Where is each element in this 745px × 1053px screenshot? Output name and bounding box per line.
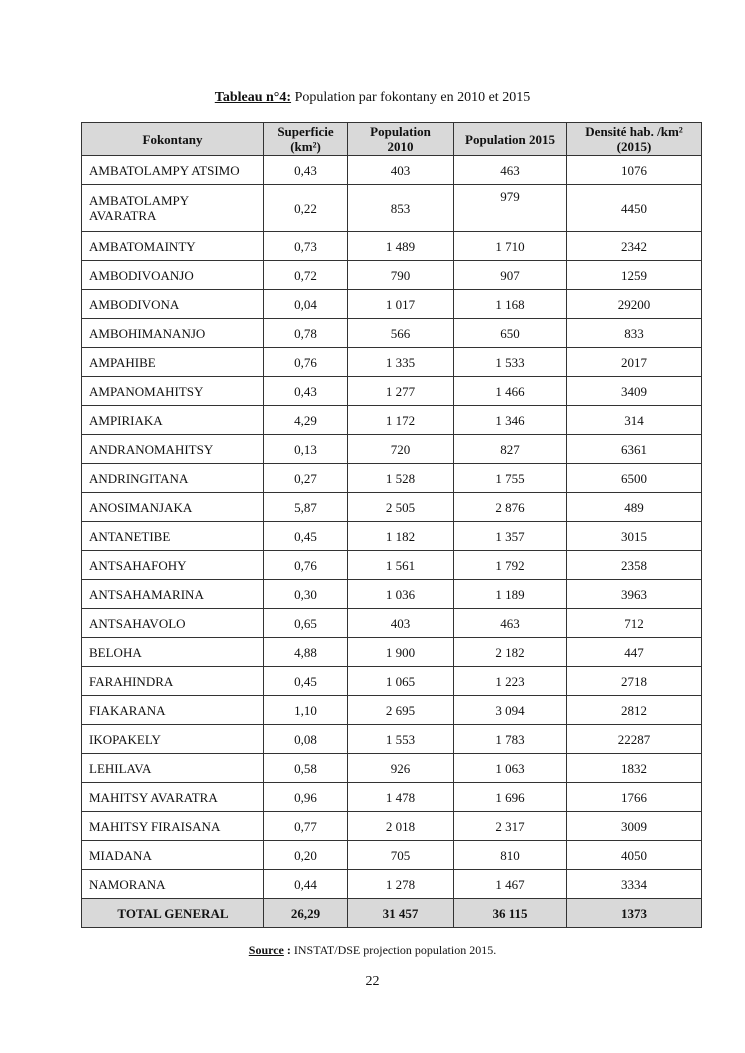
table-row [82,580,702,609]
cell-superficie: 0,78 [264,319,348,348]
population-table [81,122,702,928]
cell-population-2015: 1 223 [454,667,567,696]
table-row [82,290,702,319]
cell-densite: 1076 [567,156,702,185]
cell-population-2015: 907 [454,261,567,290]
cell-population-2015: 1 792 [454,551,567,580]
cell-densite: 489 [567,493,702,522]
table-row [82,156,702,185]
cell-population-2010: 1 065 [348,667,454,696]
cell-superficie: 0,45 [264,522,348,551]
cell-fokontany: ANOSIMANJAKA [82,493,264,522]
table-row [82,870,702,899]
cell-population-2015: 810 [454,841,567,870]
cell-fokontany: ANTSAHAMARINA [82,580,264,609]
cell-densite: 3963 [567,580,702,609]
cell-fokontany: LEHILAVA [82,754,264,783]
cell-densite: 2718 [567,667,702,696]
cell-population-2015: 1 710 [454,232,567,261]
cell-fokontany: AMPANOMAHITSY [82,377,264,406]
table-row [82,185,702,232]
table-row [82,667,702,696]
cell-fokontany: ANTSAHAFOHY [82,551,264,580]
cell-fokontany: AMPIRIAKA [82,406,264,435]
cell-superficie: 0,72 [264,261,348,290]
cell-superficie: 0,43 [264,156,348,185]
source-note [0,943,745,958]
header-densite: Densité hab. /km² (2015) [567,123,702,156]
cell-densite: 6361 [567,435,702,464]
cell-superficie: 0,76 [264,348,348,377]
cell-fokontany: FIAKARANA [82,696,264,725]
cell-population-2010: 705 [348,841,454,870]
header-fokontany: Fokontany [82,123,264,156]
total-population-2015: 36 115 [454,899,567,928]
table-row [82,725,702,754]
cell-superficie: 4,88 [264,638,348,667]
total-population-2010: 31 457 [348,899,454,928]
caption-text: Population par fokontany en 2010 et 2015 [294,90,531,105]
cell-population-2010: 2 695 [348,696,454,725]
cell-fokontany: AMBODIVOANJO [82,261,264,290]
cell-population-2010: 2 018 [348,812,454,841]
cell-superficie: 0,43 [264,377,348,406]
table-row [82,261,702,290]
cell-fokontany: ANDRANOMAHITSY [82,435,264,464]
header-population-2010: Population 2010 [348,123,454,156]
cell-fokontany: MAHITSY AVARATRA [82,783,264,812]
cell-population-2015: 2 876 [454,493,567,522]
cell-fokontany: ANDRINGITANA [82,464,264,493]
source-colon: : [286,943,291,957]
cell-population-2010: 926 [348,754,454,783]
cell-population-2015: 463 [454,609,567,638]
cell-population-2010: 853 [348,185,454,232]
table-row [82,522,702,551]
cell-densite: 3009 [567,812,702,841]
cell-densite: 2358 [567,551,702,580]
table-row [82,435,702,464]
table-row [82,841,702,870]
cell-fokontany: AMPAHIBE [82,348,264,377]
cell-densite: 22287 [567,725,702,754]
cell-population-2015: 1 346 [454,406,567,435]
cell-superficie: 0,22 [264,185,348,232]
cell-population-2010: 1 277 [348,377,454,406]
cell-superficie: 0,27 [264,464,348,493]
cell-densite: 4450 [567,185,702,232]
cell-superficie: 0,20 [264,841,348,870]
cell-population-2015: 1 467 [454,870,567,899]
cell-densite: 1832 [567,754,702,783]
table-row [82,783,702,812]
table-header-row [82,123,702,156]
cell-fokontany: AMBATOLAMPY ATSIMO [82,156,264,185]
cell-densite: 4050 [567,841,702,870]
cell-superficie: 0,44 [264,870,348,899]
cell-densite: 712 [567,609,702,638]
cell-fokontany: MAHITSY FIRAISANA [82,812,264,841]
cell-fokontany: FARAHINDRA [82,667,264,696]
cell-densite: 29200 [567,290,702,319]
cell-densite: 2812 [567,696,702,725]
cell-densite: 6500 [567,464,702,493]
cell-population-2010: 403 [348,156,454,185]
table-row [82,609,702,638]
total-densite: 1373 [567,899,702,928]
cell-densite: 3334 [567,870,702,899]
cell-population-2015: 827 [454,435,567,464]
cell-population-2010: 566 [348,319,454,348]
cell-superficie: 0,45 [264,667,348,696]
total-label: TOTAL GENERAL [82,899,264,928]
cell-superficie: 1,10 [264,696,348,725]
cell-densite: 1766 [567,783,702,812]
source-text: INSTAT/DSE projection population 2015. [293,943,497,957]
table-row [82,232,702,261]
table-row [82,319,702,348]
cell-densite: 833 [567,319,702,348]
cell-densite: 2342 [567,232,702,261]
cell-densite: 3015 [567,522,702,551]
cell-population-2015: 1 755 [454,464,567,493]
table-row [82,348,702,377]
table-row [82,754,702,783]
cell-population-2015: 1 466 [454,377,567,406]
cell-population-2010: 720 [348,435,454,464]
cell-fokontany: ANTSAHAVOLO [82,609,264,638]
cell-population-2015: 1 696 [454,783,567,812]
cell-population-2010: 1 553 [348,725,454,754]
cell-superficie: 0,58 [264,754,348,783]
cell-fokontany: MIADANA [82,841,264,870]
cell-superficie: 0,73 [264,232,348,261]
cell-population-2015: 463 [454,156,567,185]
cell-fokontany: AMBODIVONA [82,290,264,319]
cell-population-2015: 3 094 [454,696,567,725]
cell-population-2015: 2 182 [454,638,567,667]
cell-population-2010: 1 335 [348,348,454,377]
cell-population-2015: 1 357 [454,522,567,551]
cell-superficie: 0,04 [264,290,348,319]
page-number: 22 [365,974,380,989]
table-row [82,377,702,406]
cell-fokontany: BELOHA [82,638,264,667]
cell-fokontany: AMBATOMAINTY [82,232,264,261]
total-superficie: 26,29 [264,899,348,928]
cell-fokontany: AMBOHIMANANJO [82,319,264,348]
cell-densite: 314 [567,406,702,435]
cell-superficie: 0,08 [264,725,348,754]
cell-superficie: 4,29 [264,406,348,435]
cell-population-2010: 403 [348,609,454,638]
cell-superficie: 0,65 [264,609,348,638]
cell-population-2015: 1 533 [454,348,567,377]
cell-fokontany: AMBATOLAMPY AVARATRA [82,185,264,232]
table-row [82,464,702,493]
cell-population-2010: 790 [348,261,454,290]
cell-population-2010: 1 278 [348,870,454,899]
table-row [82,551,702,580]
cell-densite: 1259 [567,261,702,290]
cell-population-2010: 1 182 [348,522,454,551]
cell-population-2010: 1 478 [348,783,454,812]
table-row [82,406,702,435]
cell-population-2010: 1 489 [348,232,454,261]
table-row [82,493,702,522]
table-row [82,638,702,667]
table-row [82,696,702,725]
cell-population-2010: 1 900 [348,638,454,667]
cell-population-2010: 1 561 [348,551,454,580]
cell-population-2010: 1 528 [348,464,454,493]
cell-population-2015: 979 [454,185,567,232]
header-population-2015: Population 2015 [454,123,567,156]
source-label: Source [248,943,284,957]
cell-superficie: 0,77 [264,812,348,841]
cell-fokontany: ANTANETIBE [82,522,264,551]
cell-fokontany: NAMORANA [82,870,264,899]
cell-population-2015: 1 063 [454,754,567,783]
cell-densite: 447 [567,638,702,667]
total-row [82,899,702,928]
table-caption [0,89,745,107]
cell-population-2010: 1 017 [348,290,454,319]
cell-population-2015: 1 783 [454,725,567,754]
cell-population-2015: 1 189 [454,580,567,609]
cell-superficie: 5,87 [264,493,348,522]
cell-densite: 3409 [567,377,702,406]
cell-superficie: 0,96 [264,783,348,812]
cell-superficie: 0,13 [264,435,348,464]
table-row [82,812,702,841]
cell-densite: 2017 [567,348,702,377]
header-superficie: Superficie (km²) [264,123,348,156]
cell-fokontany: IKOPAKELY [82,725,264,754]
cell-population-2015: 2 317 [454,812,567,841]
caption-lead: Tableau n°4: [214,90,292,105]
cell-superficie: 0,30 [264,580,348,609]
cell-population-2010: 1 172 [348,406,454,435]
cell-population-2010: 2 505 [348,493,454,522]
cell-population-2015: 650 [454,319,567,348]
cell-superficie: 0,76 [264,551,348,580]
cell-population-2015: 1 168 [454,290,567,319]
cell-population-2010: 1 036 [348,580,454,609]
